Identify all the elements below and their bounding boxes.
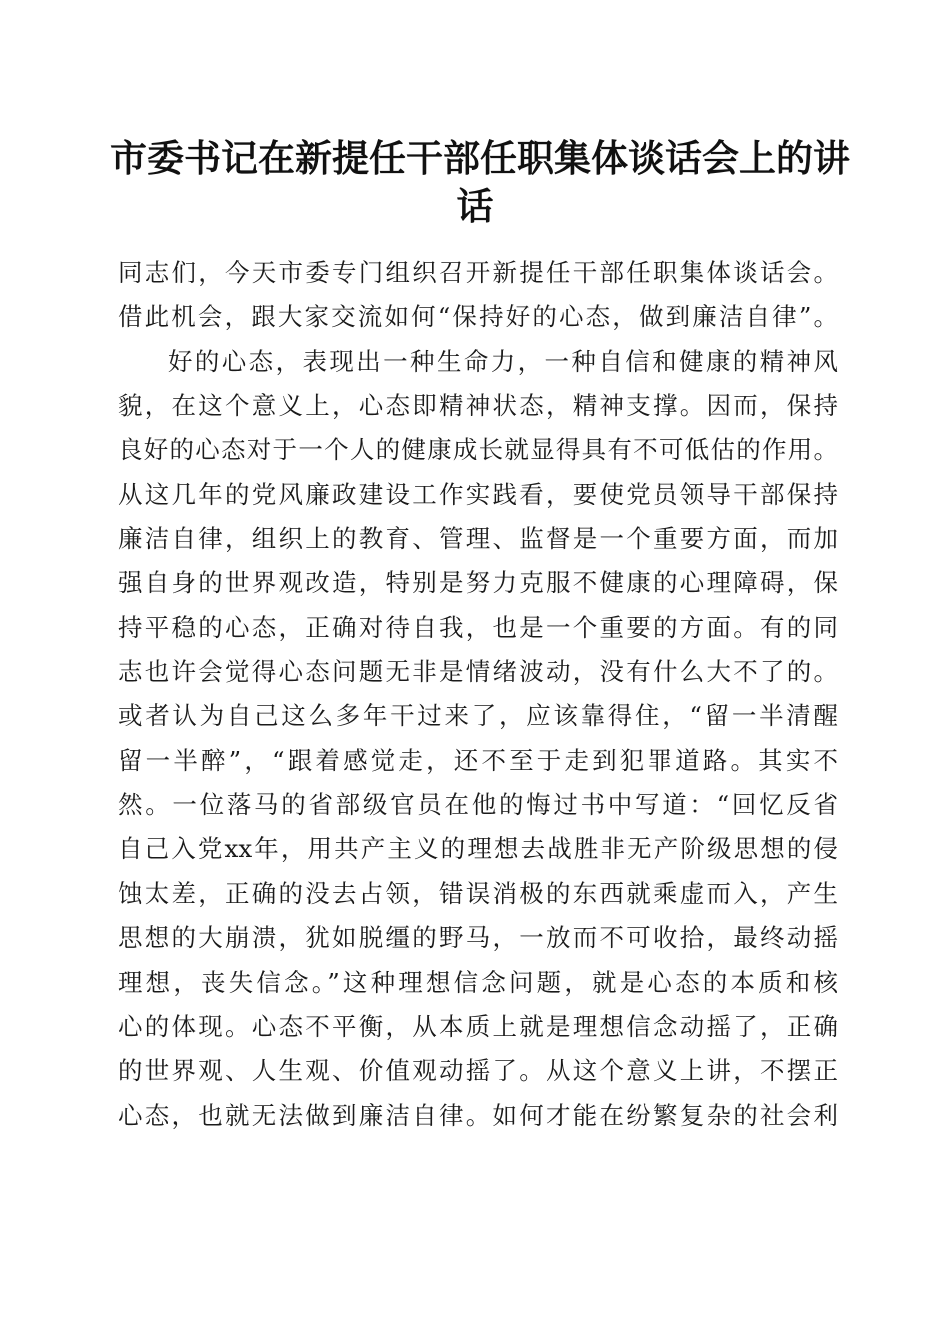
text-line: 良好的心态对于一个人的健康成长就显得具有不可低估的作用。 — [118, 435, 838, 465]
text-line: 心的体现。心态不平衡，从本质上就是理想信念动摇了，正确 — [118, 1011, 838, 1041]
text-line: 或者认为自己这么多年干过来了，应该靠得住，“留一半清醒 — [118, 701, 838, 731]
text-line: 持平稳的心态，正确对待自我，也是一个重要的方面。有的同 — [118, 612, 838, 642]
text-line: 的世界观、人生观、价值观动摇了。从这个意义上讲，不摆正 — [118, 1056, 838, 1086]
text-line: 从这几年的党风廉政建设工作实践看，要使党员领导干部保持 — [118, 479, 838, 509]
text-line: 自己入党xx年，用共产主义的理想去战胜非无产阶级思想的侵 — [118, 834, 838, 864]
text-line: 然。一位落马的省部级官员在他的悔过书中写道：“回忆反省 — [118, 790, 838, 820]
text-line: 志也许会觉得心态问题无非是情绪波动，没有什么大不了的。 — [118, 657, 838, 687]
document-title — [110, 134, 850, 230]
title-line: 市委书记在新提任干部任职集体谈话会上的讲 — [110, 136, 850, 180]
text-line: 蚀太差，正确的没去占领，错误消极的东西就乘虚而入，产生 — [118, 878, 838, 908]
paragraph-main — [118, 340, 838, 1138]
text-line: 同志们，今天市委专门组织召开新提任干部任职集体谈话会。 — [118, 258, 838, 287]
text-line: 貌，在这个意义上，心态即精神状态，精神支撑。因而，保持 — [118, 391, 838, 421]
text-line: 心态，也就无法做到廉洁自律。如何才能在纷繁复杂的社会利 — [118, 1100, 838, 1130]
text-line: 思想的大崩溃，犹如脱缰的野马，一放而不可收拾，最终动摇 — [118, 923, 838, 953]
document-body — [118, 251, 838, 1138]
title-line: 话 — [456, 184, 494, 228]
paragraph-greeting — [118, 251, 838, 340]
text-line: 借此机会，跟大家交流如何“保持好的心态，做到廉洁自律”。 — [118, 302, 838, 332]
text-line: 留一半醉”，“跟着感觉走，还不至于走到犯罪道路。其实不 — [118, 745, 838, 775]
text-line: 好的心态，表现出一种生命力，一种自信和健康的精神风 — [168, 346, 838, 376]
text-line: 廉洁自律，组织上的教育、管理、监督是一个重要方面，而加 — [118, 524, 838, 554]
text-line: 强自身的世界观改造，特别是努力克服不健康的心理障碍，保 — [118, 568, 838, 598]
text-line: 理想，丧失信念。”这种理想信念问题，就是心态的本质和核 — [118, 967, 838, 997]
